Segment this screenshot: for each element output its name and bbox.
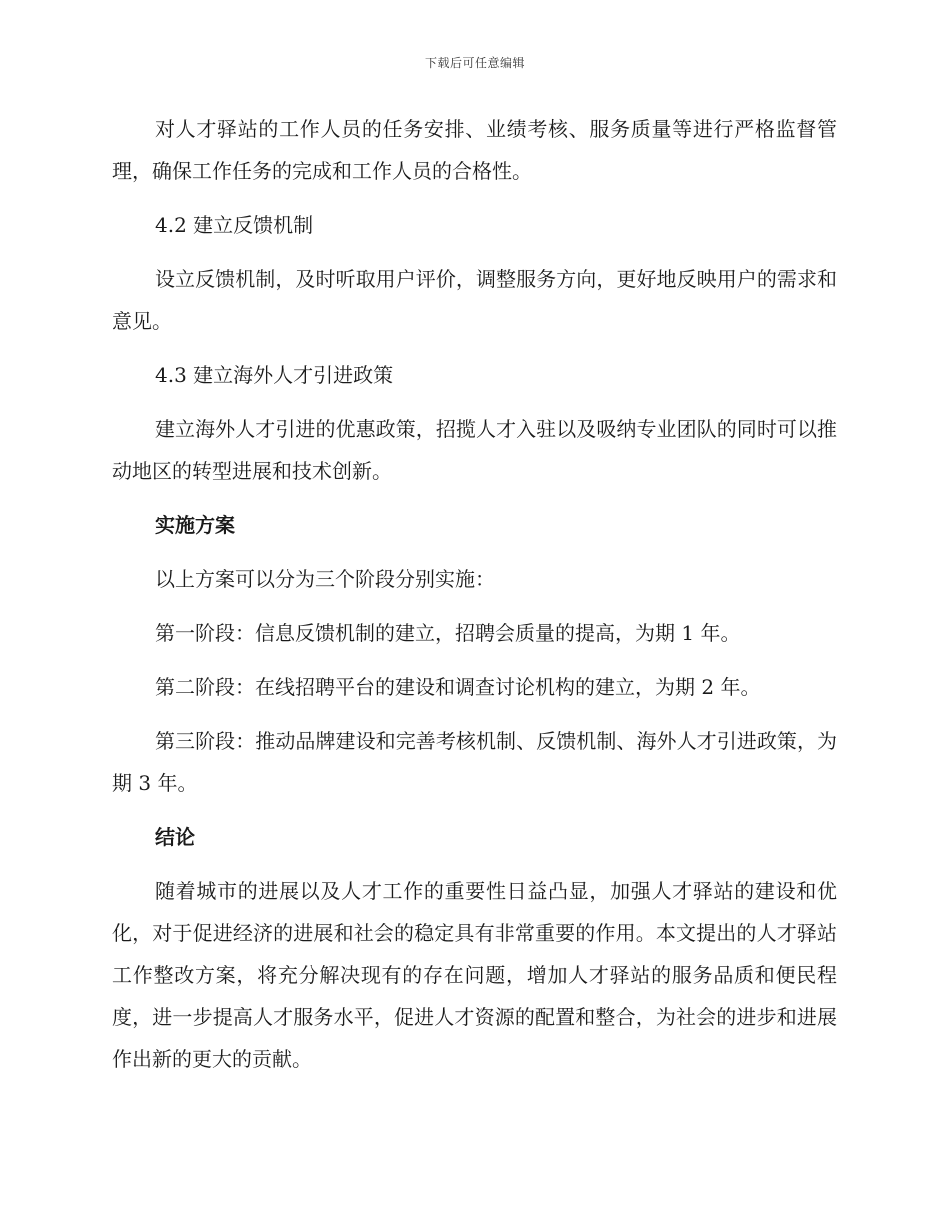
paragraph-feedback: 设立反馈机制，及时听取用户评价，调整服务方向，更好地反映用户的需求和意见。 bbox=[112, 267, 837, 333]
subheading-4-2: 4.2 建立反馈机制 bbox=[155, 213, 314, 237]
paragraph-conclusion: 随着城市的进展以及人才工作的重要性日益凸显，加强人才驿站的建设和优化，对于促进经济的进展和社会的稳定具有非常重要的作用。本文提出的人才驿站工作整改方案，将充分解决现有的存在问题，增加人才驿站的服务品质和便民程度，进一步提高人才服务水平，促进人才资源的配置和整合，为社会的进步和进展作出新的更大的贡献。 bbox=[112, 879, 837, 1071]
document-body bbox=[112, 108, 837, 1092]
paragraph-overseas: 建立海外人才引进的优惠政策，招揽人才入驻以及吸纳专业团队的同时可以推动地区的转型进展和技术创新。 bbox=[112, 417, 837, 483]
page-header: 下载后可任意编辑 bbox=[424, 56, 525, 70]
heading-implementation-plan: 实施方案 bbox=[155, 513, 235, 537]
phase-1-item: 第一阶段：信息反馈机制的建立，招聘会质量的提高，为期 1 年。 bbox=[155, 621, 741, 645]
subheading-4-3: 4.3 建立海外人才引进政策 bbox=[155, 363, 394, 387]
heading-conclusion: 结论 bbox=[155, 825, 195, 849]
paragraph-plan-intro: 以上方案可以分为三个阶段分别实施： bbox=[155, 567, 495, 591]
phase-2-item: 第二阶段：在线招聘平台的建设和调查讨论机构的建立，为期 2 年。 bbox=[155, 675, 761, 699]
phase-3-item: 第三阶段：推动品牌建设和完善考核机制、反馈机制、海外人才引进政策，为期 3 年。 bbox=[112, 729, 837, 795]
paragraph-supervision: 对人才驿站的工作人员的任务安排、业绩考核、服务质量等进行严格监督管理，确保工作任务的完成和工作人员的合格性。 bbox=[112, 117, 837, 183]
